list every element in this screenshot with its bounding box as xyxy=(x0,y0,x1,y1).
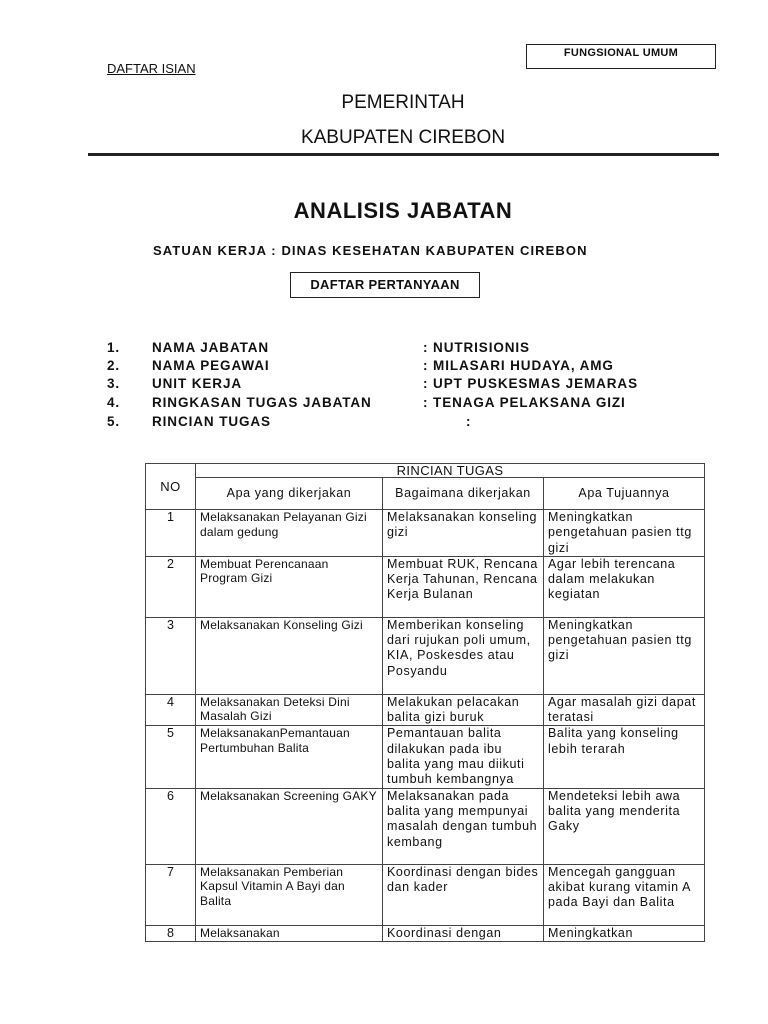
table-row xyxy=(146,510,705,557)
info-number: 5. xyxy=(107,414,121,429)
info-label: UNIT KERJA xyxy=(152,376,243,391)
form-label: DAFTAR ISIAN xyxy=(107,61,196,76)
info-label: RINCIAN TUGAS xyxy=(152,414,271,429)
cell-bagaimana: Melaksanakan pada balita yang mempunyai masalah dengan tumbuh kembang xyxy=(383,788,544,864)
cell-no: 7 xyxy=(146,864,196,925)
document-title: ANALISIS JABATAN xyxy=(293,198,513,223)
table-row xyxy=(146,726,705,788)
info-value: : MILASARI HUDAYA, AMG xyxy=(423,358,614,373)
table-row xyxy=(146,617,705,694)
info-value: : TENAGA PELAKSANA GIZI xyxy=(423,395,626,410)
section-box: DAFTAR PERTANYAAN xyxy=(290,272,480,298)
info-number: 3. xyxy=(107,376,121,391)
table-row xyxy=(146,788,705,864)
category-badge: FUNGSIONAL UMUM xyxy=(526,44,716,69)
cell-apa: Membuat Perencanaan Program Gizi xyxy=(196,556,383,617)
cell-no: 6 xyxy=(146,788,196,864)
cell-tujuan: Mencegah gangguan akibat kurang vitamin A pada Bayi dan Balita xyxy=(544,864,705,925)
cell-tujuan: Meningkatkan pengetahuan pasien ttg gizi xyxy=(544,617,705,694)
info-number: 4. xyxy=(107,395,121,410)
cell-apa: Melaksanakan Screening GAKY xyxy=(196,788,383,864)
table-header-row xyxy=(146,464,705,478)
cell-tujuan: Meningkatkan pengetahuan pasien ttg gizi xyxy=(544,510,705,557)
header-group: RINCIAN TUGAS xyxy=(196,464,705,478)
cell-apa: Melaksanakan Konseling Gizi xyxy=(196,617,383,694)
table-row xyxy=(146,864,705,925)
cell-tujuan: Mendeteksi lebih awa balita yang menderita Gaky xyxy=(544,788,705,864)
cell-apa: Melaksanakan Deteksi Dini Masalah Gizi xyxy=(196,694,383,726)
info-number: 2. xyxy=(107,358,121,373)
cell-no: 3 xyxy=(146,617,196,694)
info-label: RINGKASAN TUGAS JABATAN xyxy=(152,395,372,410)
info-number: 1. xyxy=(107,340,121,355)
table-row xyxy=(146,925,705,941)
header-apa: Apa yang dikerjakan xyxy=(196,478,383,510)
cell-no: 1 xyxy=(146,510,196,557)
cell-bagaimana: Koordinasi dengan bides dan kader xyxy=(383,864,544,925)
government-title: PEMERINTAH xyxy=(341,92,465,113)
cell-tujuan: Meningkatkan xyxy=(544,925,705,941)
task-table-wrapper xyxy=(145,463,704,942)
cell-tujuan: Balita yang konseling lebih terarah xyxy=(544,726,705,788)
header-bagaimana: Bagaimana dikerjakan xyxy=(383,478,544,510)
cell-no: 5 xyxy=(146,726,196,788)
cell-no: 4 xyxy=(146,694,196,726)
cell-bagaimana: Memberikan konseling dari rujukan poli umum, KIA, Poskesdes atau Posyandu xyxy=(383,617,544,694)
cell-apa: Melaksanakan Pemberian Kapsul Vitamin A Bayi dan Balita xyxy=(196,864,383,925)
info-value: : UPT PUSKESMAS JEMARAS xyxy=(423,376,638,391)
work-unit-line: SATUAN KERJA : DINAS KESEHATAN KABUPATEN CIREBON xyxy=(153,243,588,258)
table-row xyxy=(146,694,705,726)
header-divider xyxy=(88,153,719,156)
cell-no: 8 xyxy=(146,925,196,941)
task-table xyxy=(145,463,705,942)
table-row xyxy=(146,556,705,617)
cell-tujuan: Agar masalah gizi dapat teratasi xyxy=(544,694,705,726)
table-subheader-row xyxy=(146,478,705,510)
cell-apa: Melaksanakan xyxy=(196,925,383,941)
regency-title: KABUPATEN CIREBON xyxy=(300,127,506,148)
cell-tujuan: Agar lebih terencana dalam melakukan kegiatan xyxy=(544,556,705,617)
header-tujuan: Apa Tujuannya xyxy=(544,478,705,510)
info-label: NAMA JABATAN xyxy=(152,340,270,355)
header-no: NO xyxy=(146,464,196,510)
cell-bagaimana: Pemantauan balita dilakukan pada ibu balita yang mau diikuti tumbuh kembangnya xyxy=(383,726,544,788)
info-label: NAMA PEGAWAI xyxy=(152,358,270,373)
cell-bagaimana: Membuat RUK, Rencana Kerja Tahunan, Rencana Kerja Bulanan xyxy=(383,556,544,617)
info-value: : NUTRISIONIS xyxy=(423,340,530,355)
cell-bagaimana: Melakukan pelacakan balita gizi buruk xyxy=(383,694,544,726)
cell-apa: MelaksanakanPemantauan Pertumbuhan Balita xyxy=(196,726,383,788)
cell-bagaimana: Koordinasi dengan xyxy=(383,925,544,941)
cell-apa: Melaksanakan Pelayanan Gizi dalam gedung xyxy=(196,510,383,557)
info-value: : xyxy=(466,414,472,429)
cell-bagaimana: Melaksanakan konseling gizi xyxy=(383,510,544,557)
cell-no: 2 xyxy=(146,556,196,617)
